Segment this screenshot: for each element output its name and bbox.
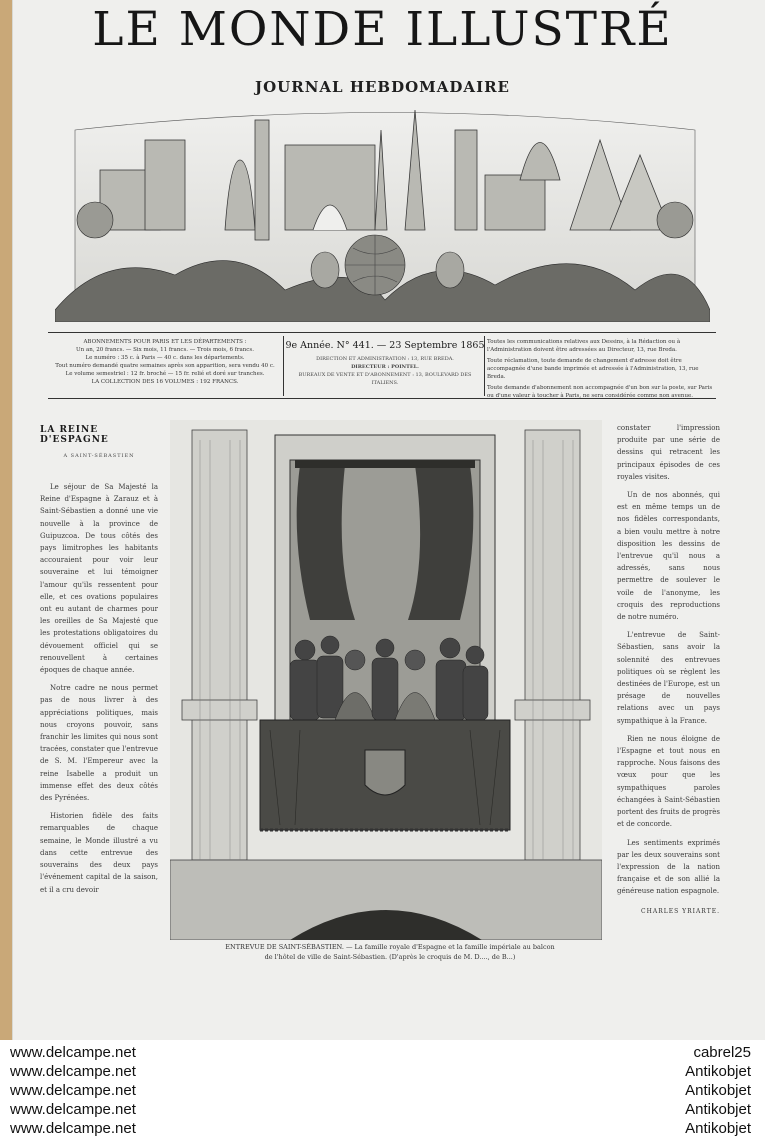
infobar-rule-top	[48, 332, 716, 333]
paragraph: Un de nos abonnés, qui est en même temps un de nos fidèles correspondants, a bien voulu mettre à notre disposition les dessins de l'entrevue qu'il nous a adressés, sans nous permettre de soulever le voile de l'anonyme, les croquis des reproductions de notre numéro.	[617, 491, 720, 622]
watermark-seller: cabrel25	[693, 1044, 751, 1061]
issue-number: 9e Année. N° 441. — 23 Septembre 1865	[285, 340, 485, 351]
watermark-seller: Antikobjet	[685, 1120, 751, 1137]
article-text-left	[40, 481, 158, 896]
subscription-info: ABONNEMENTS POUR PARIS ET LES DÉPARTEMENTS : Un an, 20 francs. — Six mois, 11 francs. — Trois mois, 6 francs. Le numéro : 35 c. à Paris — 40 c. dans les départements. Tout numéro demandé quatre semaines après son apparition, sera vendu 40 c. Le volume semestriel : 12 fr. broché — 15 fr. relié et doré sur tranches. LA COLLECTION DES 16 VOLUMES : 192 FRANCS.	[55, 339, 275, 385]
watermark-url[interactable]: www.delcampe.net	[10, 1082, 136, 1099]
watermark-url[interactable]: www.delcampe.net	[10, 1044, 136, 1061]
masthead-engraving	[55, 100, 710, 322]
article-signature: CHARLES YRIARTE.	[641, 907, 720, 915]
paragraph: constater l'impression produite par une série de dessins qui retracent les principaux épisodes de ces royales visites.	[617, 424, 720, 481]
paper-binding-edge	[0, 0, 12, 1040]
watermark-seller: Antikobjet	[685, 1082, 751, 1099]
article-column-right	[617, 422, 720, 915]
article-heading: LA REINE D'ESPAGNE	[40, 425, 109, 445]
watermark-url[interactable]: www.delcampe.net	[10, 1063, 136, 1080]
paragraph: Rien ne nous éloigne de l'Espagne et tout nous en rapproche. Nous faisons des vœux pour que les sympathiques paroles échangées à Saint-Sébastien portent des fruits de progrès et de concorde.	[617, 734, 720, 829]
watermark-seller: Antikobjet	[685, 1063, 751, 1080]
masthead-title: LE MONDE ILLUSTRÉ	[92, 2, 673, 57]
watermark-seller: Antikobjet	[685, 1101, 751, 1118]
masthead-subtitle: JOURNAL HEBDOMADAIRE	[255, 78, 510, 96]
article-column-left	[40, 425, 158, 902]
paragraph: Historien fidèle des faits remarquables de chaque semaine, le Monde illustré a vu dans cette entrevue des souverains des deux pays l'événement capital de la saison, et il a cru devoir	[40, 812, 158, 894]
watermark-url[interactable]: www.delcampe.net	[10, 1120, 136, 1137]
article-subheading: A SAINT-SÉBASTIEN	[63, 453, 135, 459]
paragraph: Les sentiments exprimés par les deux souverains sont l'expression de la nation française et de son allié la généreuse nation espagnole.	[617, 838, 720, 896]
paragraph: Le séjour de Sa Majesté la Reine d'Espagne à Zarauz et à Saint-Sébastien a donné une vie nouvelle à la province de Guipuzcoa. De tous côtés des pays limitrophes les habitants accouraient pour voir leur souveraine et lui témoigner l'amour qu'ils ressentent pour elle, et ces ovations populaires ont eu autant de charmes pour les oreilles de Sa Majesté que les protestations obligatoires du dévouement officiel qui se renouvellent à certaines époques de chaque année.	[40, 483, 158, 675]
watermark-url[interactable]: www.delcampe.net	[10, 1101, 136, 1118]
balcony-engraving	[170, 420, 602, 940]
correspondence-info: Toutes les communications relatives aux Dessins, à la Rédaction ou à l'Administration doivent être adressées au Directeur, 13, rue Breda. Toute réclamation, toute demande de changement d'adresse doit être accompagnée d'une bande imprimée et adressée à l'Administration, 13, rue Breda. Toute demande d'abonnement non accompagnée d'un bon sur la poste, sur Paris ou d'une valeur à toucher à Paris, ne sera considérée comme non avenue.	[487, 339, 713, 399]
seller-watermark	[0, 1043, 765, 1137]
direction-info: DIRECTION ET ADMINISTRATION : 13, RUE BREDA. DIRECTEUR : POINTEL. BUREAUX DE VENTE ET D'ABONNEMENT : 13, BOULEVARD DES ITALIENS.	[298, 356, 472, 386]
article-text-right	[617, 422, 720, 898]
illustration-caption: ENTREVUE DE SAINT-SÉBASTIEN. — La famille royale d'Espagne et la famille impériale au balcon de l'hôtel de ville de Saint-Sébastien. (D'après le croquis de M. D...., de B...)	[225, 943, 555, 961]
paragraph: L'entrevue de Saint-Sébastien, sans avoir la solennité des entrevues politiques où se règlent les destinées de l'Europe, est un présage de nouvelles relations avec un pays sympathique à la France.	[617, 631, 720, 725]
infobar-divider-left	[283, 336, 284, 396]
paragraph: Notre cadre ne nous permet pas de nous livrer à des appréciations politiques, mais nous croyons pouvoir, sans franchir les limites qui nous sont tracées, constater que l'entrevue de S. M. l'Empereur avec la reine Isabelle a produit un immense effet des deux côtés des Pyrénées.	[40, 684, 158, 803]
